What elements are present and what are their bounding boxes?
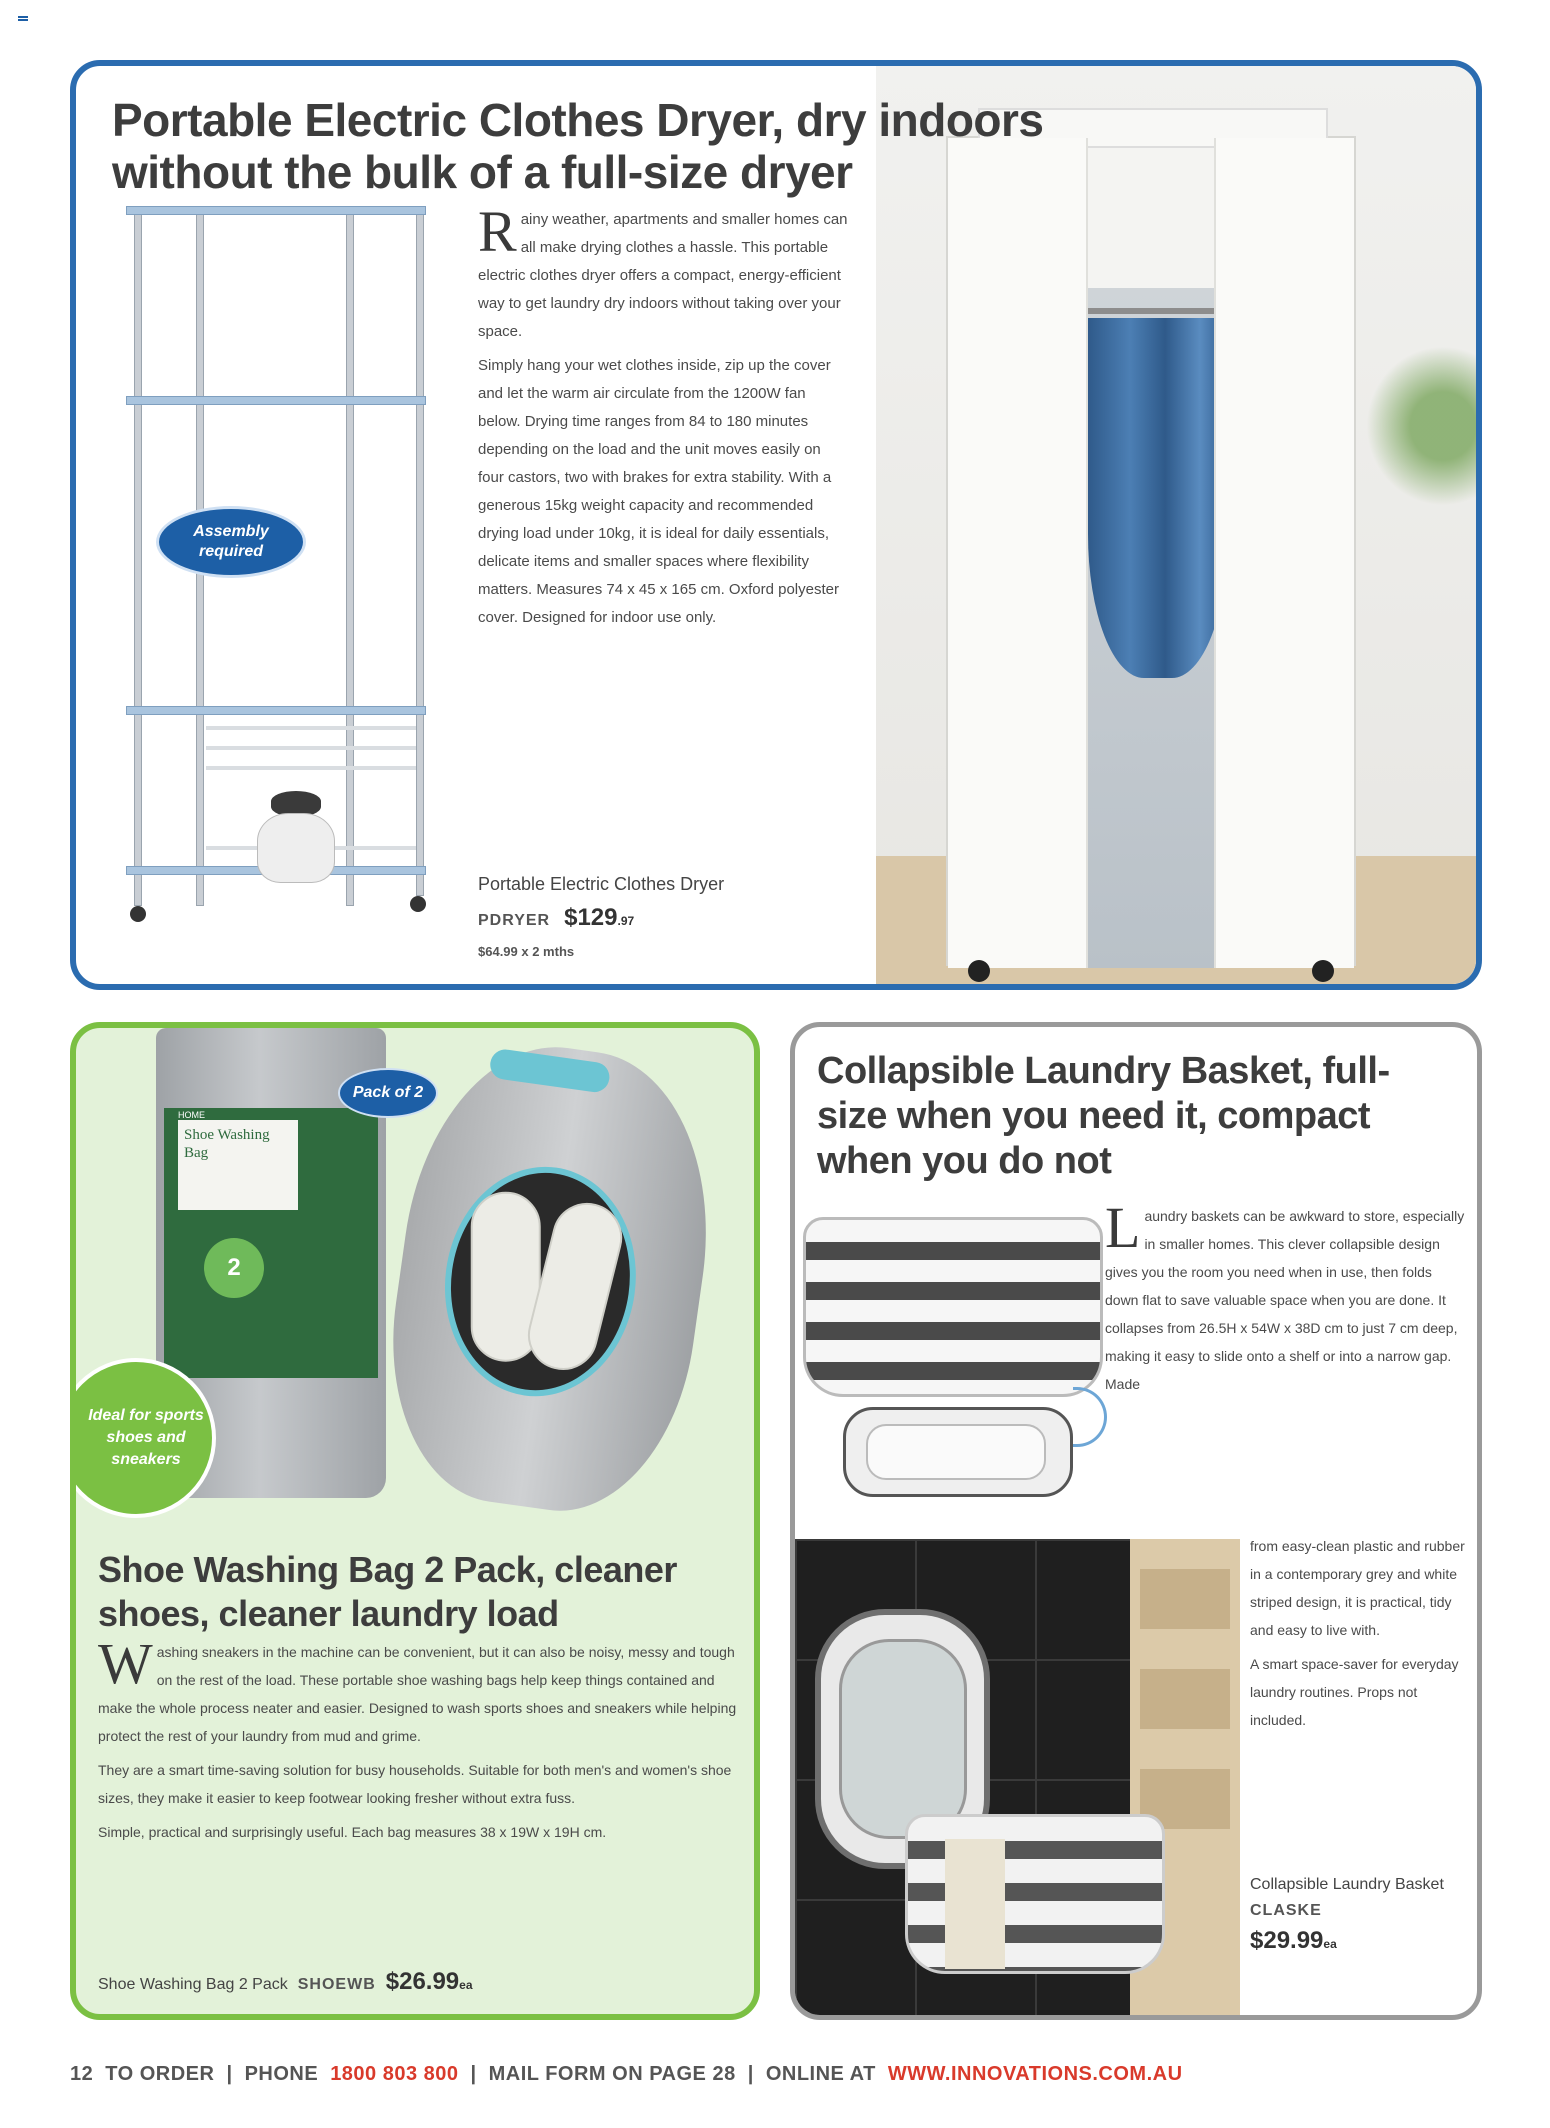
dryer-installments: $64.99 x 2 mths: [478, 944, 575, 959]
dryer-title: Portable Electric Clothes Dryer, dry indoors without the bulk of a full-size dryer: [112, 94, 1044, 198]
basket-product-name: Collapsible Laundry Basket: [1250, 1876, 1444, 1893]
basket-description-top: [1105, 1195, 1465, 1404]
dryer-price: $129.97: [564, 904, 635, 931]
basket-photo: [795, 1539, 1240, 2020]
shoe-paragraph-3: Simple, practical and surprisingly useful. Each bag measures 38 x 19W x 19H cm.: [98, 1824, 607, 1840]
shoe-panel: [70, 1022, 760, 2020]
mail-form-label: MAIL FORM ON PAGE 28: [488, 2063, 736, 2085]
ideal-for-badge: Ideal for sports shoes and sneakers: [70, 1358, 216, 1518]
shoe-price-row: [98, 1968, 473, 1996]
dropcap: R: [478, 199, 517, 264]
package-count: 2: [204, 1238, 264, 1298]
basket-paragraph-2: from easy-clean plastic and rubber in a contemporary grey and white striped design, it is practical, tidy and easy to live with.: [1250, 1538, 1465, 1638]
corner-mark: [18, 16, 28, 21]
basket-paragraph-3: A smart space-saver for everyday laundry routines. Props not included.: [1250, 1656, 1459, 1728]
package-label: Shoe Washing Bag: [178, 1120, 298, 1210]
phone-label: PHONE: [244, 2063, 319, 2085]
dryer-photo: [876, 66, 1476, 990]
dryer-rack-image: [106, 206, 466, 936]
basket-price: $29.99ea: [1250, 1927, 1337, 1954]
shoe-product-code: SHOEWB: [297, 1976, 376, 1993]
basket-open: [905, 1814, 1165, 1974]
shoe-paragraph-1: ashing sneakers in the machine can be convenient, but it can also be noisy, messy and tough on the rest of the load. These portable shoe washing bags help keep things contained and make the whole process neater and easier. Designed to wash sports shoes and sneakers while helping protect the rest of your laundry from mud and grime.: [98, 1644, 737, 1744]
dryer-paragraph-1: ainy weather, apartments and smaller homes can all make drying clothes a hassle. This portable electric clothes dryer offers a compact, energy-efficient way to get laundry dry indoors without taking over your space.: [478, 211, 848, 340]
dryer-cover: [946, 136, 1356, 966]
shoe-paragraph-2: They are a smart time-saving solution for busy households. Suitable for both men's and women's shoe sizes, they make it easier to keep footwear looking fresher without extra fuss.: [98, 1762, 732, 1806]
dryer-product-name: Portable Electric Clothes Dryer: [478, 874, 725, 894]
online-label: ONLINE AT: [765, 2063, 876, 2085]
basket-description-side: [1250, 1532, 1465, 1740]
dryer-paragraph-2: Simply hang your wet clothes inside, zip up the cover and let the warm air circulate from the 1200W fan below. Drying time ranges from 84 to 180 minutes depending on the load and the unit moves easily on four castors, two with brakes for extra stability. With a generous 15kg weight capacity and recommended drying load under 10kg, it is ideal for daily essentials, delicate items and smaller spaces where flexibility matters. Measures 74 x 45 x 165 cm. Oxford polyester cover. Designed for indoor use only.: [478, 357, 839, 626]
page-footer: 12 TO ORDER | PHONE 1800 803 800 | MAIL FORM ON PAGE 28 | ONLINE AT WWW.INNOVATIONS.COM.AU: [70, 2063, 1183, 2085]
basket-panel: [790, 1022, 1482, 2020]
hanging-clothes: [1088, 318, 1228, 678]
dropcap: W: [98, 1631, 153, 1696]
plant-image: [1366, 346, 1476, 506]
dryer-description: [478, 199, 848, 638]
basket-illustration: [803, 1207, 1103, 1507]
website-link[interactable]: WWW.INNOVATIONS.COM.AU: [887, 2063, 1183, 2085]
basket-paragraph-1: aundry baskets can be awkward to store, especially in smaller homes. This clever collapsible design gives you the room you need when in use, then folds down flat to save valuable space when you are done. It collapses from 26.5H x 54W x 38D cm to just 7 cm deep, making it easy to slide onto a shelf or into a narrow gap. Made: [1105, 1208, 1465, 1392]
pack-of-2-badge: Pack of 2: [338, 1068, 438, 1118]
basket-expanded: [803, 1217, 1103, 1397]
shoe-description: [98, 1631, 738, 1852]
package-logo: HOME: [178, 1110, 205, 1120]
basket-price-block: [1250, 1872, 1460, 1957]
dryer-panel: [70, 60, 1482, 990]
dryer-product-code: PDRYER: [478, 912, 551, 929]
basket-product-code: CLASKE: [1250, 1902, 1322, 1919]
dryer-price-row: [478, 904, 634, 932]
collapse-arrow-icon: [1073, 1387, 1107, 1447]
basket-title: Collapsible Laundry Basket, full-size when you need it, compact when you do not: [817, 1050, 1390, 1182]
shoe-price: $26.99ea: [385, 1968, 473, 1995]
phone-number-link[interactable]: 1800 803 800: [330, 2063, 459, 2085]
heater-unit: [251, 791, 341, 887]
shoe-product-name: Shoe Washing Bag 2 Pack: [98, 1976, 288, 1993]
basket-collapsed: [843, 1407, 1073, 1497]
dropcap: L: [1105, 1195, 1141, 1260]
assembly-required-badge: Assembly required: [156, 506, 306, 578]
shoe-title: Shoe Washing Bag 2 Pack, cleaner shoes, cleaner laundry load: [98, 1549, 677, 1634]
page-number: 12: [70, 2063, 94, 2085]
to-order-label: TO ORDER: [105, 2063, 215, 2085]
